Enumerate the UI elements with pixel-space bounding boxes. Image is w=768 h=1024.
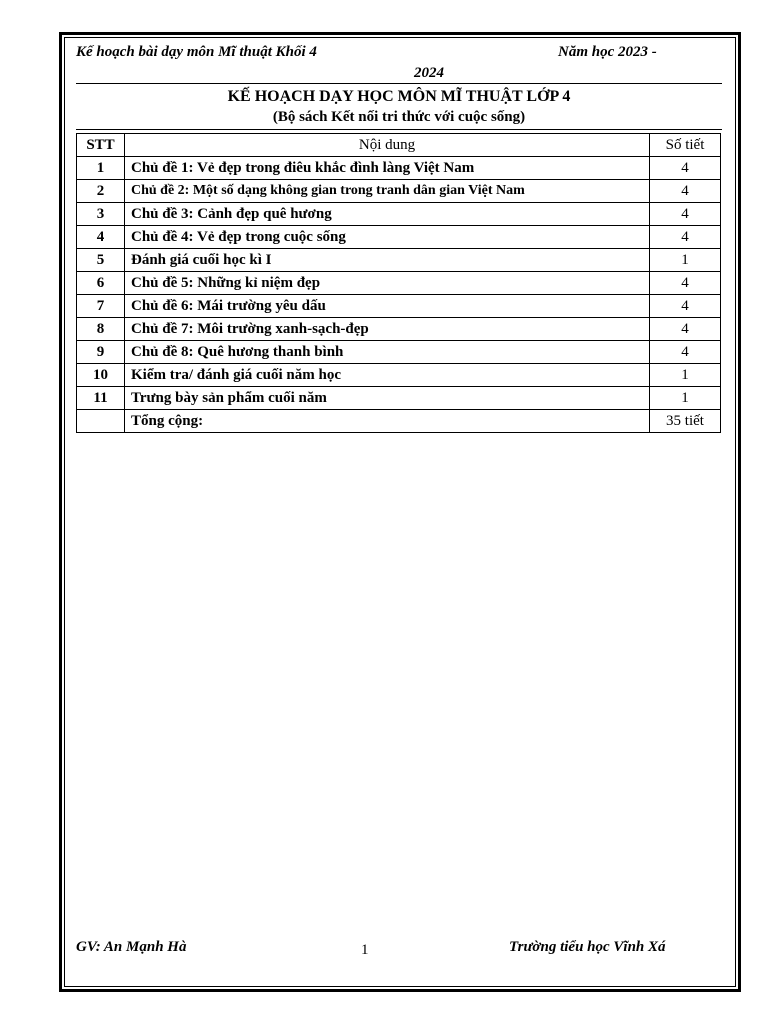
footer-teacher: GV: An Mạnh Hà <box>76 939 187 955</box>
row-periods: 4 <box>650 226 721 249</box>
row-periods: 4 <box>650 318 721 341</box>
row-content: Đánh giá cuối học kì I <box>125 249 650 272</box>
row-stt: 11 <box>77 387 125 410</box>
row-periods: 4 <box>650 203 721 226</box>
total-label: Tổng cộng: <box>125 410 650 433</box>
row-content: Chủ đề 2: Một số dạng không gian trong tranh dân gian Việt Nam <box>125 180 650 203</box>
row-content: Chủ đề 4: Vẻ đẹp trong cuộc sống <box>125 226 650 249</box>
row-content: Chủ đề 8: Quê hương thanh bình <box>125 341 650 364</box>
page-subtitle: (Bộ sách Kết nối tri thức với cuộc sống) <box>272 109 526 125</box>
row-stt: 5 <box>77 249 125 272</box>
header-right: Năm học 2023 - <box>558 44 657 60</box>
row-stt: 1 <box>77 157 125 180</box>
row-periods: 1 <box>650 364 721 387</box>
column-header-content: Nội dung <box>125 134 650 157</box>
row-content: Chủ đề 3: Cảnh đẹp quê hương <box>125 203 650 226</box>
column-header-stt: STT <box>77 134 125 157</box>
row-stt: 10 <box>77 364 125 387</box>
table-row <box>77 387 721 410</box>
row-periods: 1 <box>650 249 721 272</box>
row-content: Chủ đề 5: Những kỉ niệm đẹp <box>125 272 650 295</box>
total-value: 35 tiết <box>650 410 721 433</box>
table-row <box>77 249 721 272</box>
row-periods: 4 <box>650 272 721 295</box>
table-row <box>77 364 721 387</box>
total-stt-empty <box>77 410 125 433</box>
row-stt: 9 <box>77 341 125 364</box>
column-header-periods: Số tiết <box>650 134 721 157</box>
row-content: Chủ đề 7: Môi trường xanh-sạch-đẹp <box>125 318 650 341</box>
table-row <box>77 226 721 249</box>
row-stt: 7 <box>77 295 125 318</box>
row-stt: 3 <box>77 203 125 226</box>
header-left: Kế hoạch bài dạy môn Mĩ thuật Khối 4 <box>76 44 317 60</box>
page-title: KẾ HOẠCH DẠY HỌC MÔN MĨ THUẬT LỚP 4 <box>227 88 571 105</box>
page-number: 1 <box>361 942 369 958</box>
row-content: Kiểm tra/ đánh giá cuối năm học <box>125 364 650 387</box>
table-row <box>77 180 721 203</box>
row-stt: 2 <box>77 180 125 203</box>
table-total-row <box>77 410 721 433</box>
table-row <box>77 157 721 180</box>
row-stt: 6 <box>77 272 125 295</box>
header-year: 2024 <box>414 65 444 81</box>
lesson-plan-table <box>76 133 721 433</box>
table-row <box>77 203 721 226</box>
row-periods: 4 <box>650 157 721 180</box>
table-header-row <box>77 134 721 157</box>
row-periods: 4 <box>650 295 721 318</box>
row-periods: 1 <box>650 387 721 410</box>
table-row <box>77 272 721 295</box>
table-row <box>77 295 721 318</box>
title-divider <box>76 129 722 130</box>
header-divider <box>76 83 722 84</box>
row-content: Chủ đề 6: Mái trường yêu dấu <box>125 295 650 318</box>
table-row <box>77 318 721 341</box>
row-periods: 4 <box>650 341 721 364</box>
row-periods: 4 <box>650 180 721 203</box>
footer-school: Trường tiểu học Vĩnh Xá <box>509 939 666 955</box>
row-content: Chủ đề 1: Vẻ đẹp trong điêu khắc đình làng Việt Nam <box>125 157 650 180</box>
row-stt: 4 <box>77 226 125 249</box>
row-stt: 8 <box>77 318 125 341</box>
table-row <box>77 341 721 364</box>
row-content: Trưng bày sản phẩm cuối năm <box>125 387 650 410</box>
